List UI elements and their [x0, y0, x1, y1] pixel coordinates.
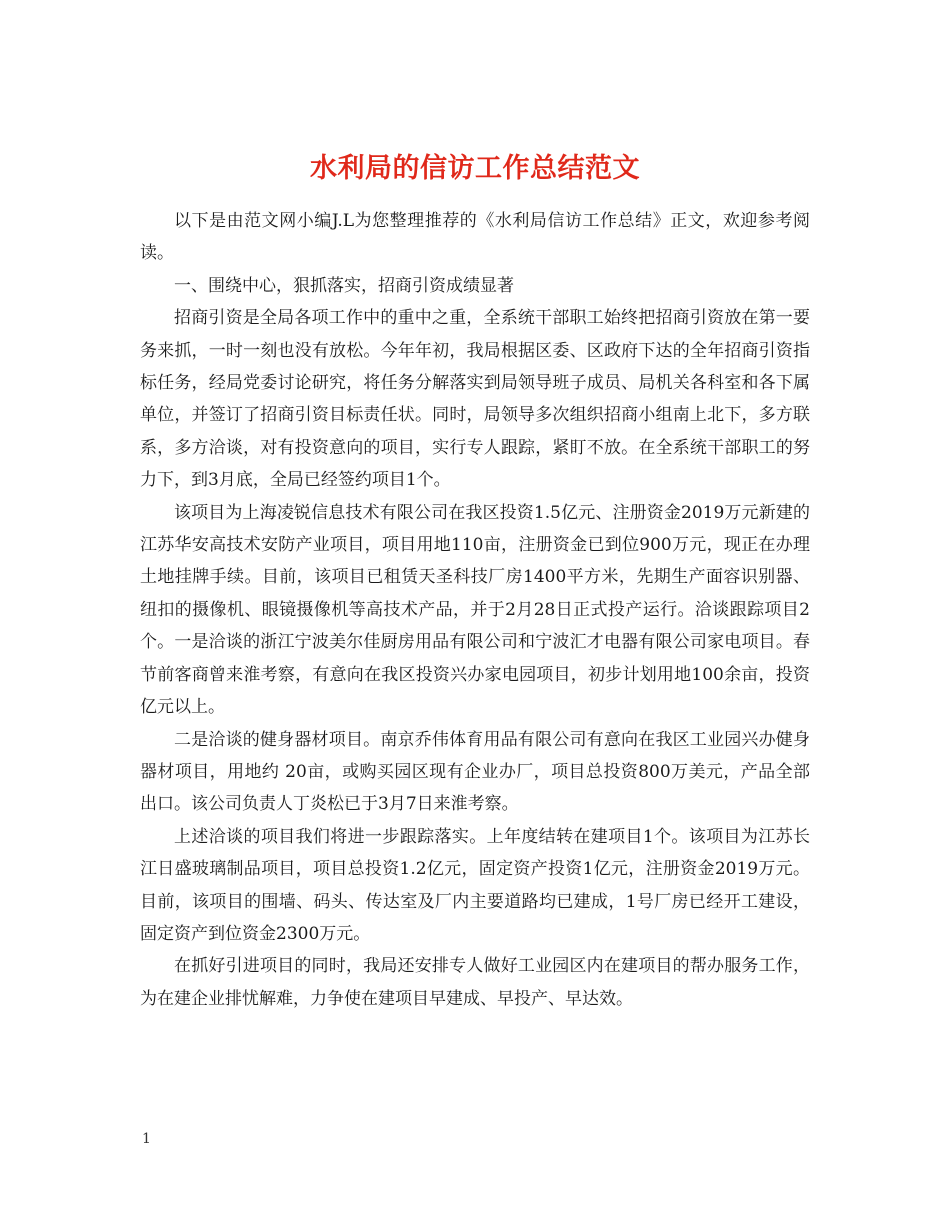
paragraph: 招商引资是全局各项工作中的重中之重，全系统干部职工始终把招商引资放在第一要务来抓，一时一刻也没有放松。今年年初，我局根据区委、区政府下达的全年招商引资指标任务，经局党委讨论研究，将任务分解落实到局领导班子成员、局机关各科室和各下属单位，并签订了招商引资目标责任状。同时，局领导多次组织招商小组南上北下，多方联系，多方洽谈，对有投资意向的项目，实行专人跟踪，紧盯不放。在全系统干部职工的努力下，到3月底，全局已经签约项目1个。 [140, 308, 810, 491]
paragraph-intro: 以下是由范文网小编J.L为您整理推荐的《水利局信访工作总结》正文，欢迎参考阅读。 [140, 211, 810, 264]
paragraph: 该项目为上海凌锐信息技术有限公司在我区投资1.5亿元、注册资金2019万元新建的江苏华安高技术安防产业项目，项目用地110亩，注册资金已到位900万元，现正在办理土地挂牌手续。目前，该项目已租赁天圣科技厂房1400平方米，先期生产面容识别器、纽扣的摄像机、眼镜摄像机等高技术产品，并于2月28日正式投产运行。洽谈跟踪项目2个。一是洽谈的浙江宁波美尔佳厨房用品有限公司和宁波汇才电器有限公司家电项目。春节前客商曾来淮考察，有意向在我区投资兴办家电园项目，初步计划用地100余亩，投资亿元以上。 [140, 502, 810, 718]
document-body [140, 205, 810, 1015]
document-title: 水利局的信访工作总结范文 [310, 153, 640, 185]
page-number: 1 [142, 1131, 151, 1147]
paragraph: 在抓好引进项目的同时，我局还安排专人做好工业园区内在建项目的帮办服务工作，为在建企业排忧解难，力争使在建项目早建成、早投产、早达效。 [140, 956, 810, 1009]
section-heading: 一、围绕中心，狠抓落实，招商引资成绩显著 [174, 275, 514, 296]
paragraph: 上述洽谈的项目我们将进一步跟踪落实。上年度结转在建项目1个。该项目为江苏长江日盛玻璃制品项目，项目总投资1.2亿元，固定资产投资1亿元，注册资金2019万元。目前，该项目的围墙、码头、传达室及厂内主要道路均已建成，1号厂房已经开工建设，固定资产到位资金2300万元。 [140, 826, 810, 944]
paragraph: 二是洽谈的健身器材项目。南京乔伟体育用品有限公司有意向在我区工业园兴办健身器材项目，用地约 20亩，或购买园区现有企业办厂，项目总投资800万美元，产品全部出口。该公司负责人丁炎松已于3月7日来淮考察。 [140, 729, 810, 815]
